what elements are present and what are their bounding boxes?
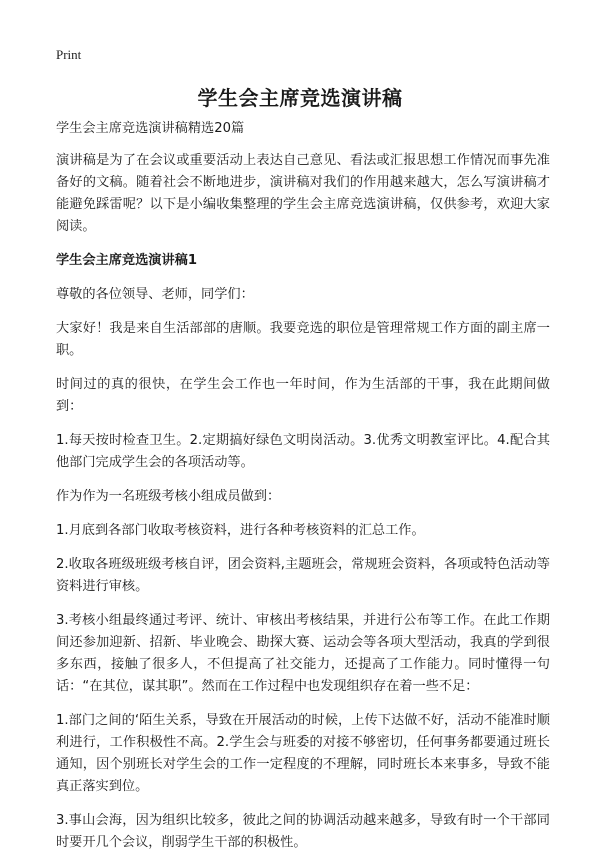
paragraph: 1.部门之间的‘陌生关系，导致在开展活动的时候，上传下达做不好，活动不能准时顺利进行，工作积极性不高。2.学生会与班委的对接不够密切，任何事务都要通过班长通知，因个别班长对学生会的工作一定程度的不理解，同时班长本来事多，导致不能真正落实到位。	[56, 713, 550, 794]
section-heading: 学生会主席竞选演讲稿1	[56, 253, 198, 268]
document-body	[56, 118, 550, 866]
paragraph: 1.月底到各部门收取考核资料，进行各种考核资料的汇总工作。	[56, 523, 425, 538]
paragraph: 作为作为一名班级考核小组成员做到：	[56, 489, 281, 504]
document-title: 学生会主席竞选演讲稿	[197, 86, 403, 110]
document-subtitle: 学生会主席竞选演讲稿精选20篇	[56, 121, 245, 136]
paragraph: 时间过的真的很快，在学生会工作也一年时间，作为生活部的干事，我在此期间做到：	[56, 377, 550, 414]
paragraph: 尊敬的各位领导、老师，同学们：	[56, 287, 254, 302]
paragraph: 3.事山会海，因为组织比较多，彼此之间的协调活动越来越多，导致有时一个干部同时要开几个会议，削弱学生干部的积极性。	[56, 813, 550, 850]
paragraph: 大家好！我是来自生活部部的唐顺。我要竞选的职位是管理常规工作方面的副主席一职。	[56, 321, 550, 358]
paragraph: 3.考核小组最终通过考评、统计、审核出考核结果，并进行公布等工作。在此工作期间还参加迎新、招新、毕业晚会、勘探大赛、运动会等各项大型活动，我真的学到很多东西，接触了很多人，不但提高了社交能力，还提高了工作能力。同时懂得一句话：“在其位，谋其职”。然而在工作过程中也发现组织存在着一些不足：	[56, 613, 550, 694]
print-link[interactable]: Print	[56, 47, 82, 62]
paragraph: 1.每天按时检查卫生。2.定期搞好绿色文明岗活动。3.优秀文明教室评比。4.配合其他部门完成学生会的各项活动等。	[56, 433, 550, 470]
paragraph: 2.收取各班级班级考核自评，团会资料,主题班会，常规班会资料，各项或特色活动等资料进行审核。	[56, 557, 550, 594]
intro-paragraph: 演讲稿是为了在会议或重要活动上表达自己意见、看法或汇报思想工作情况而事先准备好的文稿。随着社会不断地进步，演讲稿对我们的作用越来越大，怎么写演讲稿才能避免踩雷呢？以下是小编收集整理的学生会主席竞选演讲稿，仅供参考，欢迎大家阅读。	[56, 153, 550, 234]
